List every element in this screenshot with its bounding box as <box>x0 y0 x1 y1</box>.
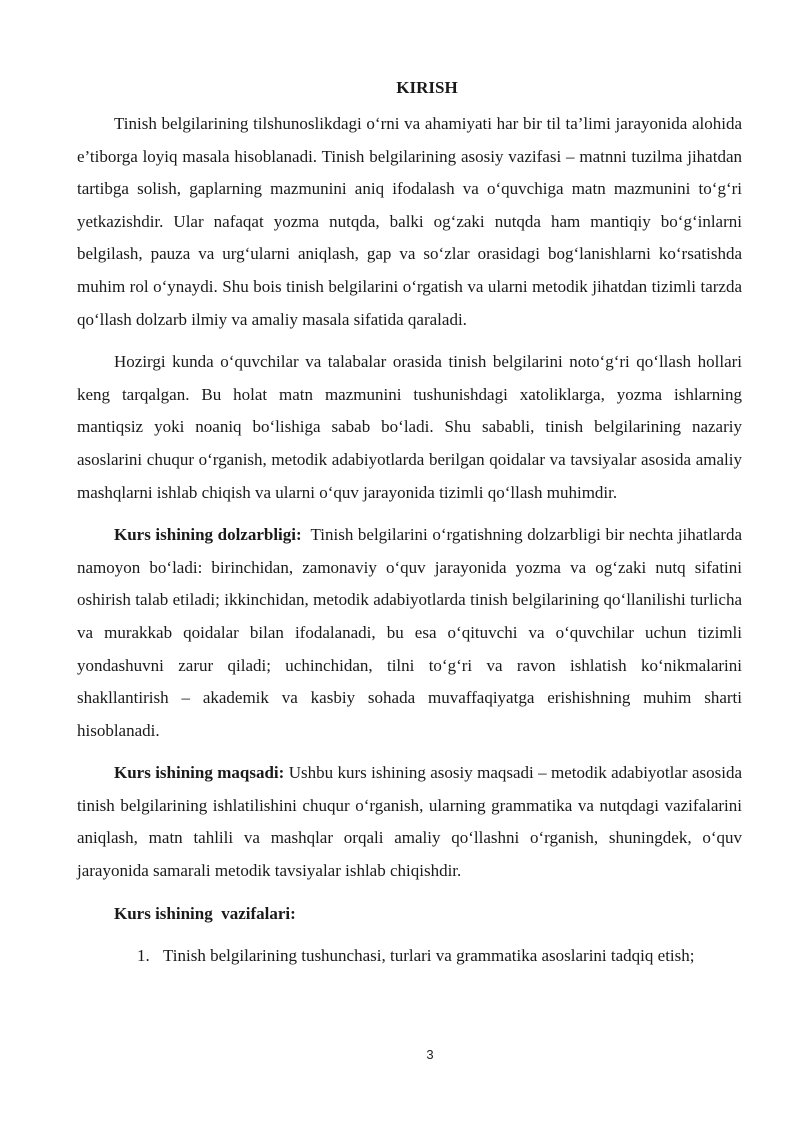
goal-label: Kurs ishining maqsadi: <box>114 763 285 783</box>
tasks-list <box>77 940 742 972</box>
goal-text: Ushbu kurs ishining asosiy maqsadi – metodik adabiyotlar asosida tinish belgilarining ishlatilishini chuqur o‘rganish, ularning grammatika va nutqdagi vazifalarini aniqlash, matn tahlili va mashqlar orqali amaliy qo‘llashni o‘rganish, shuningdek, o‘quv jarayonida samarali metodik tavsiyalar ishlab chiqishdir. <box>77 763 742 881</box>
relevance-paragraph <box>77 519 742 747</box>
intro-paragraph-2: Hozirgi kunda o‘quvchilar va talabalar orasida tinish belgilarini noto‘g‘ri qo‘llash hollari keng tarqalgan. Bu holat matn mazmunini tushunishdagi xatoliklarga, yozma ishlarning mantiqsiz yoki noaniq bo‘lishiga sabab bo‘ladi. Shu sababli, tinish belgilarining nazariy asoslarini chuqur o‘rganish, metodik adabiyotlarda berilgan qoidalar va tavsiyalar asosida amaliy mashqlarni ishlab chiqish va ularni o‘quv jarayonida tizimli qo‘llash muhimdir. <box>77 352 742 502</box>
intro-paragraph-1: Tinish belgilarining tilshunoslikdagi o‘rni va ahamiyati har bir til ta’limi jarayonida alohida e’tiborga loyiq masala hisoblanadi. Tinish belgilarining asosiy vazifasi – matnni tuzilma jihatdan tartibga solish, gaplarning mazmunini aniq ifodalash va o‘quvchiga matn mazmunini to‘g‘ri yetkazishdir. Ular nafaqat yozma nutqda, balki og‘zaki nutqda ham mantiqiy bo‘g‘inlarni belgilash, pauza va urg‘ularni aniqlash, gap va so‘zlar orasidagi bog‘lanishlarni ko‘rsatishda muhim rol o‘ynaydi. Shu bois tinish belgilarini o‘rgatish va ularni metodik jihatdan tizimli tarzda qo‘llash dolzarb ilmiy va amaliy masala sifatida qaraladi. <box>77 114 742 329</box>
page-number: 3 <box>426 1047 434 1062</box>
page-content <box>77 72 742 972</box>
list-item-number: 1. <box>137 945 150 965</box>
goal-paragraph <box>77 757 742 887</box>
list-item-text: Tinish belgilarining tushunchasi, turlari va grammatika asoslarini tadqiq etish; <box>163 945 695 965</box>
list-item <box>77 940 742 972</box>
relevance-label: Kurs ishining dolzarbligi: <box>114 525 302 545</box>
page-title: KIRISH <box>396 78 458 97</box>
relevance-text: Tinish belgilarini o‘rgatishning dolzarbligi bir nechta jihatlarda namoyon bo‘ladi: birinchidan, zamonaviy o‘quv jarayonida yozma va og‘zaki nutq sifatini oshirish talab etiladi; ikkinchidan, metodik adabiyotlarda tinish belgilarining qo‘llanilishi turlicha va murakkab qoidalar bilan ifodalanadi, bu esa o‘qituvchi va o‘quvchilar uchun tizimli yondashuvni zarur qiladi; uchinchidan, tilni to‘g‘ri va ravon ishlatish ko‘nikmalarini shakllantirish – akademik va kasbiy sohada muvaffaqiyatga erishishning muhim sharti hisoblanadi. <box>77 525 743 740</box>
tasks-heading: Kurs ishining vazifalari: <box>114 903 296 923</box>
